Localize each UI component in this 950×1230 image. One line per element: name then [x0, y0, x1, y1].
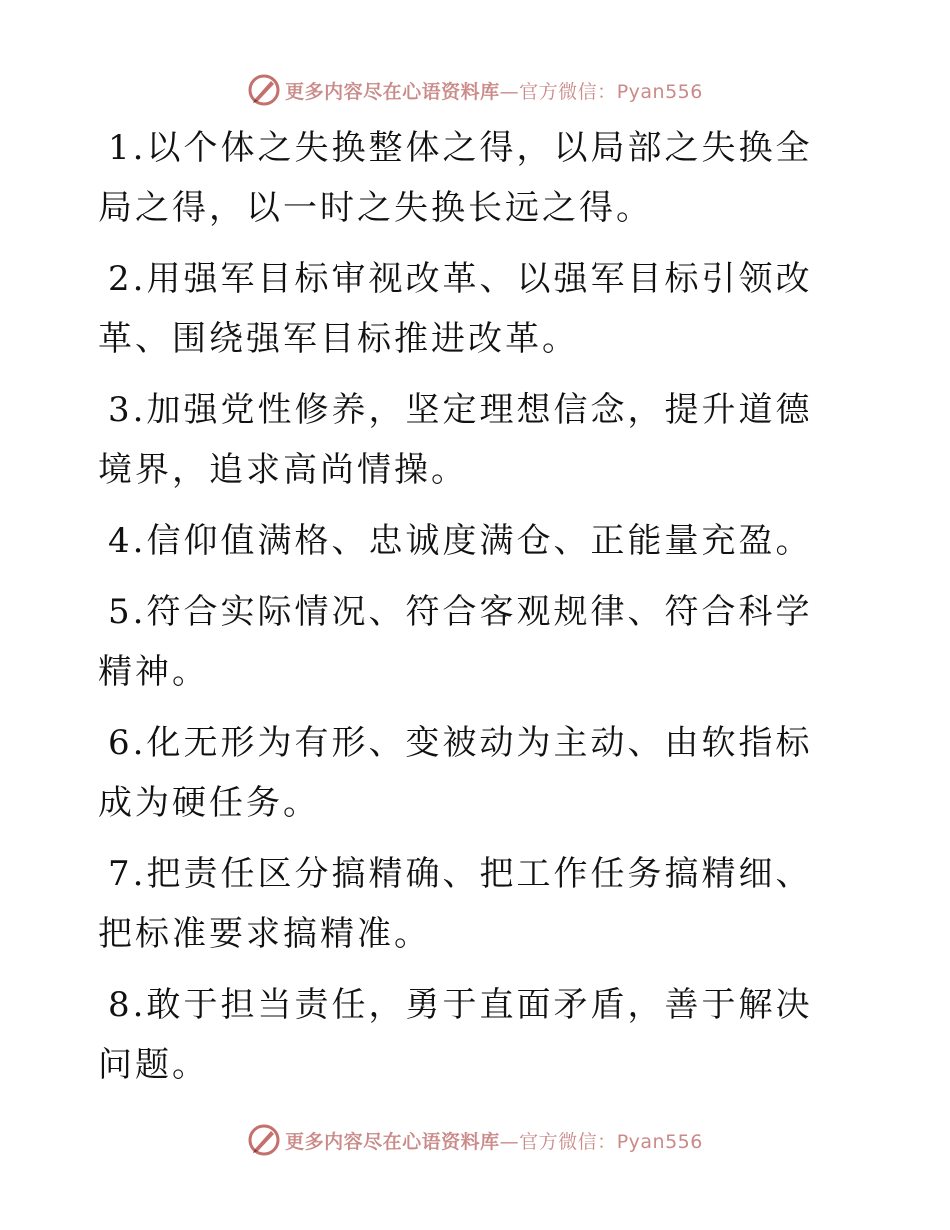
document-body: [98, 118, 838, 1106]
list-item: 3.加强党性修养，坚定理想信念，提升道德境界，追求高尚情操。: [98, 390, 813, 490]
watermark-wechat-id: Pyan556: [616, 80, 703, 103]
list-item: 6.化无形为有形、变被动为主动、由软指标成为硬任务。: [98, 723, 813, 823]
watermark-brand: 更多内容尽在心语资料库: [285, 1130, 500, 1153]
list-item: 2.用强军目标审视改革、以强军目标引领改革、围绕强军目标推进改革。: [98, 259, 813, 359]
watermark-text: [285, 77, 703, 104]
watermark-dash: —: [499, 80, 520, 103]
watermark-wechat-label: 官方微信：: [519, 80, 617, 103]
header-watermark: [0, 70, 950, 110]
watermark-dash: —: [499, 1130, 520, 1153]
pen-logo-icon: [247, 1123, 281, 1157]
watermark-wechat-label: 官方微信：: [519, 1130, 617, 1153]
watermark-wechat-id: Pyan556: [616, 1130, 703, 1153]
watermark-text: [285, 1127, 703, 1154]
list-item: 8.敢于担当责任，勇于直面矛盾，善于解决问题。: [98, 985, 813, 1085]
watermark-brand: 更多内容尽在心语资料库: [285, 80, 500, 103]
list-item: 5.符合实际情况、符合客观规律、符合科学精神。: [98, 592, 813, 692]
pen-logo-icon: [247, 73, 281, 107]
list-item: 4.信仰值满格、忠诚度满仓、正能量充盈。: [108, 521, 813, 561]
list-item: 7.把责任区分搞精确、把工作任务搞精细、把标准要求搞精准。: [98, 854, 813, 954]
list-item: 1.以个体之失换整体之得，以局部之失换全局之得，以一时之失换长远之得。: [98, 128, 813, 228]
footer-watermark: [0, 1120, 950, 1160]
